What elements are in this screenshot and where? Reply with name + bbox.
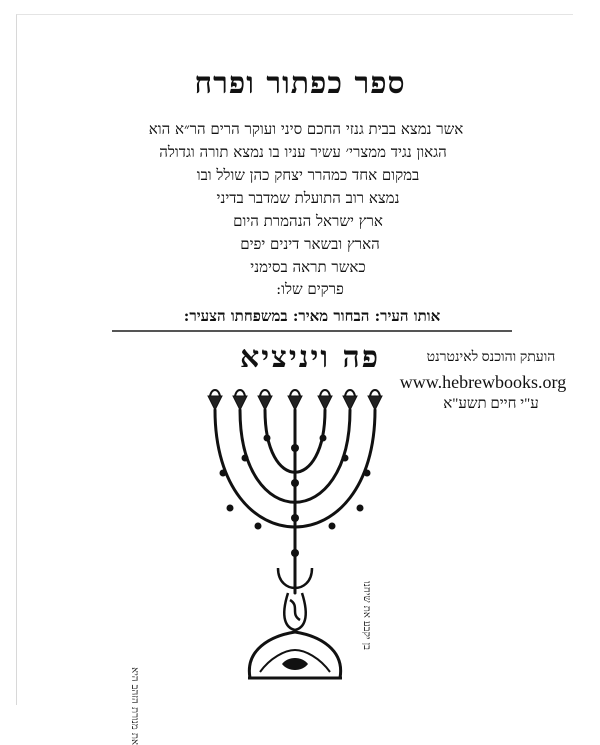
description-line-7: כאשר תראה בסימני [250,258,366,276]
description-line-5: ארץ ישראל הנהמרת היום [233,212,383,230]
printer-line: אותו העיר: הבחור מאיר: במשפחתו הצעיר: [183,307,441,325]
description-line-2: הגאון נגיד ממצרי׳ עשיר עניו בו נמצא תורה וגדולה [159,143,447,161]
book-title: ספר כפתור ופרח [194,66,406,101]
watermark-line-3: ע"י חיים תשע"א [443,396,539,412]
place-of-printing: פה ויניציא [239,340,381,375]
description-line-1: אשר נמצא בבית גנזי החכם סיני ועוקר הרים הר״א הוא [148,120,464,138]
description-line-4: נמצא רוב התועלת שמדבר בדיני [216,189,400,207]
description-line-8: פרקים שלו: [276,280,344,298]
divider-rule [112,330,512,332]
description-line-6: הארץ ובשאר דינים יפים [240,235,380,253]
description-line-3: במקום אחד כמהרר יצחק כהן שולל ובו [196,166,420,184]
menorah-caption-left: את מנורת הזהב היא [129,667,140,745]
menorah-caption-right: בן יקבע את שיחנו [361,581,372,650]
watermark-url: www.hebrewbooks.org [399,372,567,392]
watermark-line-1: הועתק והוכנס לאינטרנט [426,350,556,365]
